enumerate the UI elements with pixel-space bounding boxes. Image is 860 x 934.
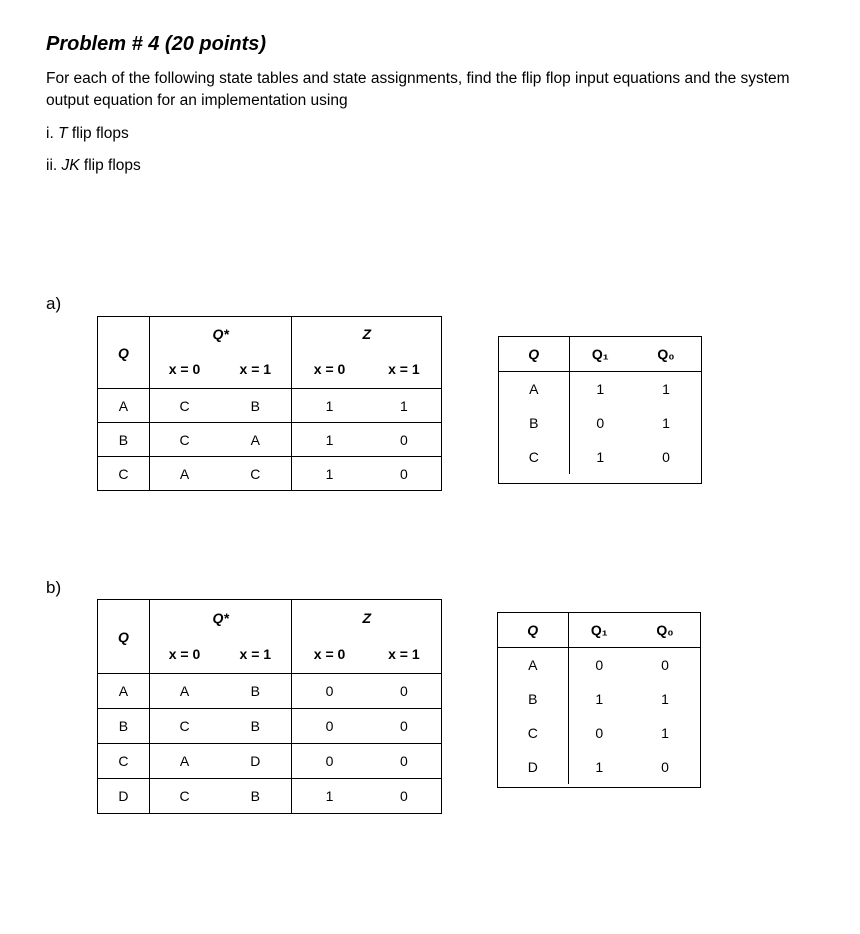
part-a-assignment-table	[498, 336, 702, 484]
list-item	[498, 716, 700, 750]
a-z-header: Z	[292, 317, 442, 351]
table-row	[98, 779, 442, 814]
table-row	[98, 674, 442, 709]
a-row-next-x0: C	[149, 389, 219, 423]
b-z-x0: x = 0	[292, 636, 367, 674]
b-row-z-x1: 0	[367, 779, 442, 814]
b-assign-q0: 1	[661, 725, 669, 741]
b-row-z-x0: 0	[292, 674, 367, 709]
b-assign-q0: 1	[661, 691, 669, 707]
a-assign-q0: 1	[662, 415, 670, 431]
a-assign-state: B	[499, 406, 569, 440]
a-row-next-x1: C	[219, 457, 292, 491]
b-row-state: C	[98, 744, 150, 779]
a-next-header: Q*	[149, 317, 292, 351]
a-q-header: Q	[98, 317, 150, 389]
b-assign-q1: 1	[595, 691, 604, 707]
a-row-state: B	[98, 423, 150, 457]
item2-em: JK	[61, 157, 80, 174]
a-row-next-x1: B	[219, 389, 292, 423]
b-row-next-x0: A	[149, 674, 219, 709]
b-row-state: A	[98, 674, 150, 709]
b-z-x1: x = 1	[367, 636, 442, 674]
table-row	[98, 423, 442, 457]
b-row-z-x1: 0	[367, 709, 442, 744]
item1-em: T	[58, 125, 68, 142]
a-next-x1: x = 1	[219, 351, 292, 389]
table-row	[98, 457, 442, 491]
b-row-z-x0: 0	[292, 744, 367, 779]
item-t-flipflops	[46, 125, 129, 143]
a-z-x1: x = 1	[367, 351, 442, 389]
a-row-state: C	[98, 457, 150, 491]
b-assign-q0: 0	[661, 657, 669, 673]
list-item	[498, 648, 700, 683]
a-assign-q1: 0	[596, 415, 605, 431]
item2-suffix: flip flops	[79, 157, 141, 174]
b-assign-q-header: Q	[498, 613, 568, 648]
b-assign-q1: 0	[595, 725, 604, 741]
b-row-state: B	[98, 709, 150, 744]
table-row	[98, 389, 442, 423]
part-b-state-table	[97, 599, 442, 814]
b-row-z-x1: 0	[367, 674, 442, 709]
a-row-z-x0: 1	[292, 457, 367, 491]
a-row-state: A	[98, 389, 150, 423]
a-row-z-x0: 1	[292, 423, 367, 457]
a-row-z-x1: 1	[367, 389, 442, 423]
a-row-next-x0: C	[149, 423, 219, 457]
a-assign-state: C	[499, 440, 569, 474]
item1-suffix: flip flops	[67, 125, 129, 142]
problem-intro: For each of the following state tables and state assignments, find the flip flop input equations and the system output equation for an implementation using	[46, 70, 790, 109]
b-q-header: Q	[98, 600, 150, 674]
b-row-z-x0: 1	[292, 779, 367, 814]
a-row-z-x1: 0	[367, 423, 442, 457]
b-assign-state: B	[498, 682, 568, 716]
list-item	[498, 682, 700, 716]
b-row-z-x1: 0	[367, 744, 442, 779]
list-item	[499, 372, 701, 407]
table-row	[98, 709, 442, 744]
a-row-next-x0: A	[149, 457, 219, 491]
table-row	[98, 744, 442, 779]
b-row-next-x1: B	[219, 709, 292, 744]
b-row-next-x1: B	[219, 779, 292, 814]
a-assign-q1: 1	[596, 449, 605, 465]
list-item	[498, 750, 700, 784]
part-a-label: a)	[46, 294, 62, 313]
b-assign-state: C	[498, 716, 568, 750]
item-jk-flipflops	[46, 157, 141, 175]
item1-prefix: i.	[46, 125, 59, 142]
list-item	[499, 440, 701, 474]
part-b-assignment-table	[497, 612, 701, 788]
a-assign-q-header: Q	[499, 337, 569, 372]
a-assign-state: A	[499, 372, 569, 407]
b-row-next-x0: C	[149, 779, 219, 814]
b-row-state: D	[98, 779, 150, 814]
a-assign-q1: 1	[596, 381, 605, 397]
b-assign-state: A	[498, 648, 568, 683]
b-assign-q0-header: Q₀	[630, 613, 700, 648]
a-assign-q0: 1	[662, 381, 670, 397]
a-assign-q0: 0	[662, 449, 670, 465]
a-row-next-x1: A	[219, 423, 292, 457]
b-z-header: Z	[292, 600, 442, 636]
b-row-next-x0: C	[149, 709, 219, 744]
problem-title: Problem # 4 (20 points)	[46, 33, 267, 55]
b-row-z-x0: 0	[292, 709, 367, 744]
b-assign-state: D	[498, 750, 568, 784]
a-row-z-x1: 0	[367, 457, 442, 491]
list-item	[499, 406, 701, 440]
b-assign-q1: 1	[595, 759, 604, 775]
a-assign-q1-header: Q₁	[569, 337, 631, 372]
a-assign-q0-header: Q₀	[631, 337, 701, 372]
b-next-x1: x = 1	[219, 636, 292, 674]
b-assign-q0: 0	[661, 759, 669, 775]
b-row-next-x1: B	[219, 674, 292, 709]
a-z-x0: x = 0	[292, 351, 367, 389]
item2-prefix: ii.	[46, 157, 62, 174]
a-next-x0: x = 0	[149, 351, 219, 389]
b-next-header: Q*	[149, 600, 292, 636]
b-row-next-x1: D	[219, 744, 292, 779]
b-assign-q1-header: Q₁	[568, 613, 630, 648]
b-row-next-x0: A	[149, 744, 219, 779]
part-b-label: b)	[46, 578, 62, 597]
b-assign-q1: 0	[595, 657, 604, 673]
b-next-x0: x = 0	[149, 636, 219, 674]
a-row-z-x0: 1	[292, 389, 367, 423]
part-a-state-table	[97, 316, 442, 491]
